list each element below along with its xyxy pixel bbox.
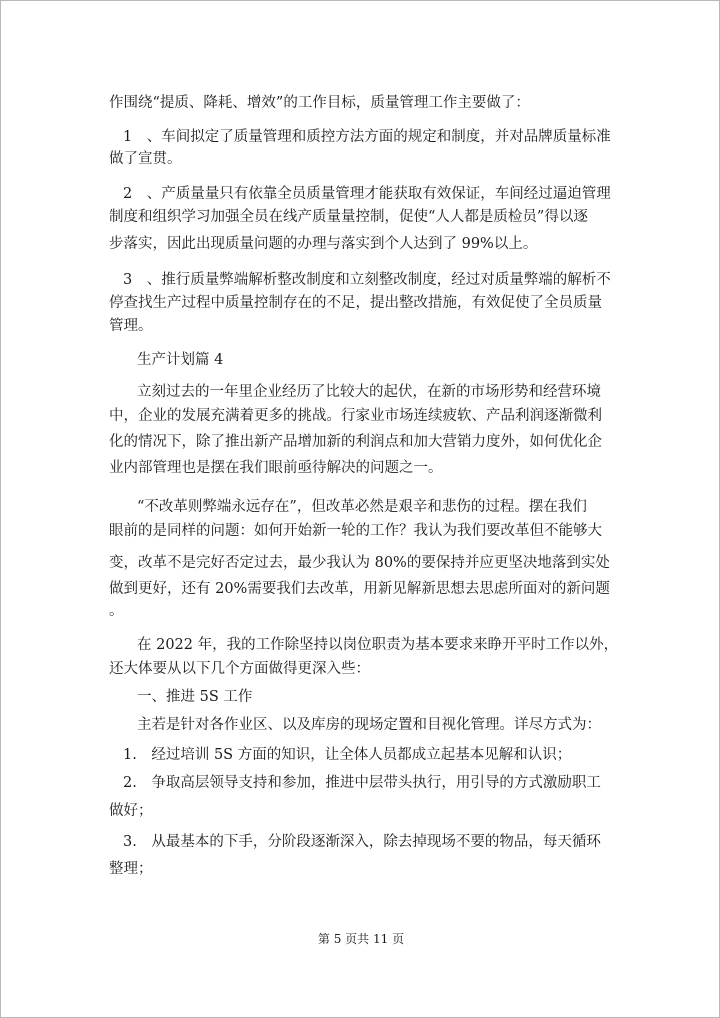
- paragraph-line: 整理；: [109, 861, 153, 877]
- paragraph-line: “不改革则弊端永远存在”，但改革必然是艰辛和悲伤的过程。摆在我们: [137, 499, 587, 515]
- paragraph-line: 制度和组织学习加强全员在线产质量量控制，促使“人人都是质检员”得以逐: [109, 209, 588, 225]
- paragraph-line: 化的情况下，除了推出新产品增加新的利润点和加大营销力度外，如何优化企: [109, 434, 602, 450]
- paragraph-line: 做到更好，还有 20%需要我们去改革，用新见解新思想去思虑所面对的新问题: [109, 581, 610, 597]
- paragraph-line: 管理。: [109, 318, 153, 334]
- paragraph-line: 步落实，因此出现质量问题的办理与落实到个人达到了 99%以上。: [109, 236, 538, 252]
- paragraph-line: 在 2022 年，我的工作除坚持以岗位职责为基本要求来睁开平时工作以外，: [137, 637, 619, 653]
- section-heading: 生产计划篇 4: [137, 352, 224, 368]
- paragraph-line: 立刻过去的一年里企业经历了比较大的起伏，在新的市场形势和经营环境: [137, 384, 601, 400]
- paragraph-line: 1 、车间拟定了质量管理和质控方法方面的规定和制度，并对品牌质量标准: [123, 129, 611, 145]
- paragraph-line: 业内部管理也是摆在我们眼前亟待解决的问题之一。: [109, 460, 443, 476]
- paragraph-line: 变，改革不是完好否定过去，最少我认为 80%的要保持并应更坚决地落到实处: [109, 555, 610, 571]
- list-item: 3. 从最基本的下手，分阶段逐渐深入，除去掉现场不要的物品，每天循环: [123, 834, 601, 850]
- paragraph-line: 眼前的是同样的问题：如何开始新一轮的工作？我认为我们要改革但不能够大: [109, 523, 602, 539]
- section-heading: 一、推进 5S 工作: [137, 689, 253, 705]
- paragraph-line: 做了宣贯。: [109, 151, 182, 167]
- paragraph-line: 做好；: [109, 803, 153, 819]
- paragraph-line: 中，企业的发展充满着更多的挑战。行家业市场连续疲软、产品利润逐渐微利: [109, 408, 602, 424]
- paragraph-line: 。: [109, 603, 124, 619]
- paragraph-line: 2 、产质量量只有依靠全员质量管理才能获取有效保证，车间经过逼迫管理: [123, 186, 611, 202]
- paragraph-line: 作围绕“提质、降耗、增效”的工作目标，质量管理工作主要做了：: [109, 95, 530, 111]
- paragraph-line: 停查找生产过程中质量控制存在的不足，提出整改措施，有效促使了全员质量: [109, 295, 602, 311]
- paragraph-line: 3 、推行质量弊端解析整改制度和立刻整改制度，经过对质量弊端的解析不: [123, 272, 611, 288]
- list-item: 1. 经过培训 5S 方面的知识，让全体人员都成立起基本见解和认识；: [123, 747, 572, 763]
- paragraph-line: 还大体要从以下几个方面做得更深入些：: [109, 661, 370, 677]
- list-item: 2. 争取高层领导支持和参加，推进中层带头执行，用引导的方式激励职工: [123, 775, 601, 791]
- page-footer: 第 5 页共 11 页: [317, 932, 405, 946]
- paragraph-line: 主若是针对各作业区、以及库房的现场定置和目视化管理。详尽方式为：: [137, 717, 601, 733]
